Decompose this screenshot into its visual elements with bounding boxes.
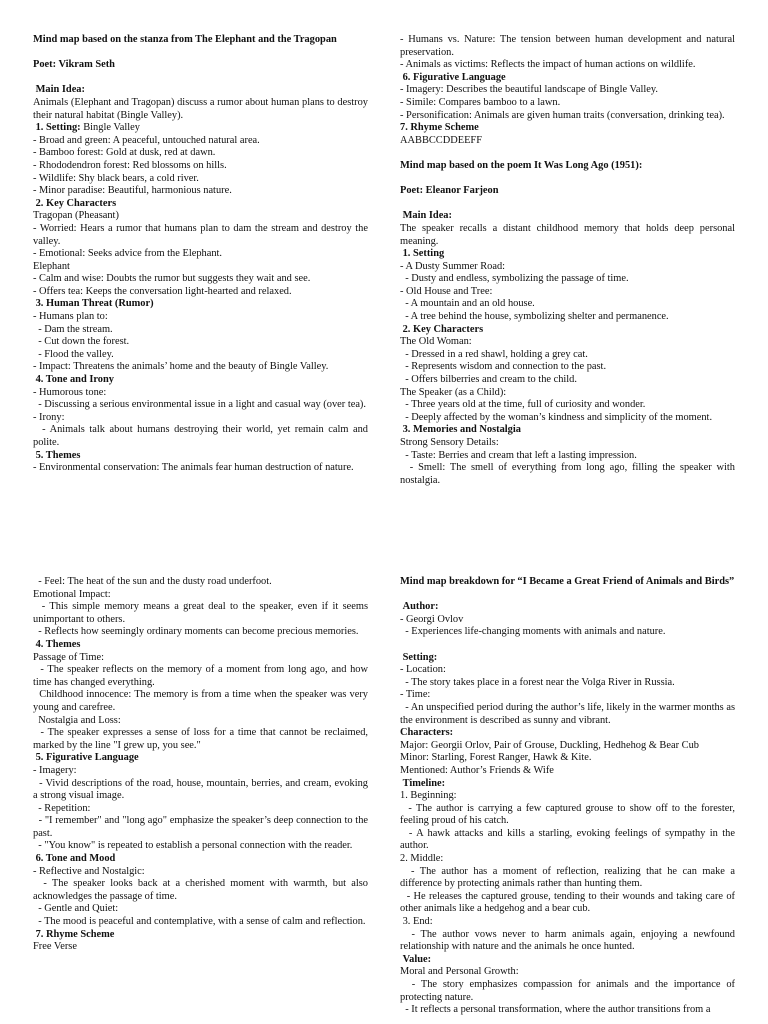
text-line: - Environmental conservation: The animals fear human destruction of nature. — [33, 462, 354, 474]
blank-line — [400, 589, 735, 602]
text-line: - Flood the valley. — [33, 348, 114, 360]
text-line: 2. Middle: — [400, 853, 444, 865]
text-line: - Calm and wise: Doubts the rumor but suggests they wait and see. — [33, 273, 311, 285]
text-line: - Feel: The heat of the sun and the dusty road underfoot. — [33, 576, 272, 587]
text-line: - A Dusty Summer Road: — [400, 260, 506, 272]
text-line: - The author has a moment of reflection, realizing that he can make a difference by protecting animals rather than hunting them. — [400, 865, 738, 890]
section-heading: 7. Rhyme Scheme — [400, 122, 479, 134]
text-line: - The speaker expresses a sense of loss for a time that cannot be reclaimed, marked by the line "I grew up, you see." — [33, 727, 371, 751]
text-line: - Reflective and Nostalgic: — [33, 865, 145, 877]
text-line: 1. Beginning: — [400, 790, 457, 802]
text-line: Childhood innocence: The memory is from a time when the speaker was very young and carefree. — [33, 689, 371, 713]
text-line: Moral and Personal Growth: — [400, 966, 519, 978]
section-heading: Characters: — [400, 727, 454, 739]
section-heading: 6. Tone and Mood — [33, 853, 116, 865]
section-heading: 7. Rhyme Scheme — [33, 928, 115, 940]
text-line: - Broad and green: A peaceful, untouched natural area. — [33, 134, 260, 146]
text-line: - Impact: Threatens the animals’ home and the beauty of Bingle Valley. — [33, 361, 329, 373]
section-heading: Poet: Vikram Seth — [33, 59, 115, 71]
text-line: - The speaker reflects on the memory of a moment from long ago, and how time has changed everything. — [33, 664, 371, 688]
text-line: - Deeply affected by the woman’s kindness and simplicity of the moment. — [400, 411, 713, 423]
text-line: - Vivid descriptions of the road, house, mountain, berries, and cream, evoking a strong visual image. — [33, 777, 371, 802]
section-heading: 3. Human Threat (Rumor) — [33, 298, 154, 310]
text-line: - Humans vs. Nature: The tension between human development and natural preservation. — [400, 34, 738, 58]
text-line: - Worried: Hears a rumor that humans plan to dam the stream and destroy the valley. — [33, 222, 371, 247]
text-line: - A tree behind the house, symbolizing shelter and permanence. — [400, 311, 669, 323]
text-line: - This simple memory means a great deal to the speaker, even if it seems unimportant to others. — [33, 601, 371, 625]
text-line: - Emotional: Seeks advice from the Elephant. — [33, 248, 222, 260]
text-line: Tragopan (Pheasant) — [33, 210, 119, 222]
text-line: - Gentle and Quiet: — [33, 903, 119, 915]
text-line: - Discussing a serious environmental issue in a light and casual way (over tea). — [33, 399, 366, 411]
text-line: - A mountain and an old house. — [400, 298, 535, 310]
section-heading: 5. Themes — [33, 449, 81, 461]
text-line: - Old House and Tree: — [400, 285, 493, 297]
section-heading: 5. Figurative Language — [33, 752, 139, 764]
text-line: - Bamboo forest: Gold at dusk, red at dawn. — [33, 147, 216, 159]
section-heading: Author: — [400, 601, 439, 613]
text-line: - Imagery: — [33, 764, 77, 776]
text-line: - The author vows never to harm animals again, enjoying a newfound relationship with nature and the animals he once hunted. — [400, 928, 738, 953]
section-heading: 6. Figurative Language — [400, 71, 506, 83]
text-line: - Dusty and endless, symbolizing the passage of time. — [400, 273, 629, 285]
section-heading: 4. Themes — [33, 638, 81, 650]
text-line: - Irony: — [33, 411, 65, 423]
text-line: Strong Sensory Details: — [400, 437, 499, 448]
bottom-right-column — [400, 576, 738, 1017]
blank-line — [400, 147, 735, 160]
text-line: - Rhododendron forest: Red blossoms on hills. — [33, 159, 227, 171]
text-line: - Wildlife: Shy black bears, a cold river. — [33, 172, 199, 184]
text-line: - Time: — [400, 689, 431, 701]
section-heading: 4. Tone and Irony — [33, 374, 114, 386]
text-line: - The story takes place in a forest near the Volga River in Russia. — [400, 676, 675, 688]
blank-line — [400, 173, 735, 186]
text-line: Major: Georgii Orlov, Pair of Grouse, Duckling, Hedhehog & Bear Cub — [400, 739, 699, 751]
section-heading: 2. Key Characters — [33, 197, 117, 209]
section-heading: Mind map breakdown for “I Became a Great Friend of Animals and Birds” — [400, 576, 735, 587]
text-line: Emotional Impact: — [33, 588, 111, 600]
text-line: The speaker recalls a distant childhood memory that holds deep personal meaning. — [400, 222, 738, 247]
text-line: - Imagery: Describes the beautiful landscape of Bingle Valley. — [400, 84, 658, 96]
text-line: - Georgi Ovlov — [400, 613, 464, 625]
section-heading: Mind map based on the stanza from The Elephant and the Tragopan — [33, 34, 337, 45]
text-line: - Repetition: — [33, 802, 91, 814]
text-line: - Personification: Animals are given human traits (conversation, drinking tea). — [400, 109, 725, 121]
text-line: - Cut down the forest. — [33, 336, 130, 348]
text-line: - The story emphasizes compassion for animals and the importance of protecting nature. — [400, 979, 738, 1003]
section-heading: 1. Setting: Bingle Valley — [33, 122, 140, 134]
text-line: Passage of Time: — [33, 651, 105, 663]
blank-line — [400, 639, 735, 652]
section-heading: Poet: Eleanor Farjeon — [400, 185, 499, 197]
text-line: - Simile: Compares bamboo to a lawn. — [400, 96, 561, 108]
top-left-column — [33, 34, 371, 475]
text-line: - "I remember" and "long ago" emphasize the speaker’s deep connection to the past. — [33, 815, 371, 839]
text-line: Animals (Elephant and Tragopan) discuss a rumor about human plans to destroy their natural habitat (Bingle Valley). — [33, 96, 371, 121]
text-line: 3. End: — [400, 916, 433, 928]
section-heading: 2. Key Characters — [400, 323, 484, 335]
text-line: - Offers tea: Keeps the conversation light-hearted and relaxed. — [33, 285, 292, 297]
text-line: - Animals talk about humans destroying their world, yet remain calm and polite. — [33, 424, 371, 448]
text-line: - He releases the captured grouse, tending to their wounds and taking care of other animals like a hedgehog and a bear cub. — [400, 890, 738, 915]
text-line: - Location: — [400, 664, 446, 676]
text-line: - Offers bilberries and cream to the child. — [400, 374, 577, 386]
text-line: - Dressed in a red shawl, holding a grey cat. — [400, 348, 588, 360]
text-line: - "You know" is repeated to establish a personal connection with the reader. — [33, 840, 353, 852]
text-line: - Minor paradise: Beautiful, harmonious nature. — [33, 185, 232, 197]
text-line: - Taste: Berries and cream that left a lasting impression. — [400, 449, 637, 461]
text-line: - Smell: The smell of everything from long ago, filling the speaker with nostalgia. — [400, 462, 738, 486]
section-heading: Main Idea: — [33, 84, 85, 96]
text-line: AABBCCDDEEFF — [400, 134, 482, 146]
blank-line — [33, 47, 368, 60]
blank-line — [400, 198, 735, 211]
text-line: - Humorous tone: — [33, 386, 107, 398]
text-line: - The author is carrying a few captured grouse to show off to the forester, feeling proud of his catch. — [400, 802, 738, 827]
text-line: - The speaker looks back at a cherished moment with warmth, but also acknowledges the passage of time. — [33, 878, 371, 902]
top-right-column — [400, 34, 738, 487]
section-heading: Value: — [400, 953, 432, 965]
section-heading: 1. Setting — [400, 248, 445, 260]
text-line: - Reflects how seemingly ordinary moments can become precious memories. — [33, 626, 359, 638]
text-line: - Three years old at the time, full of curiosity and wonder. — [400, 399, 646, 411]
text-line: - An unspecified period during the author’s life, likely in the warmer months as the environment is described as sunny and vibrant. — [400, 701, 738, 726]
text-line: The Speaker (as a Child): — [400, 386, 507, 398]
section-heading: Setting: — [400, 651, 438, 663]
section-heading: Mind map based on the poem It Was Long Ago (1951): — [400, 159, 643, 171]
text-line: - A hawk attacks and kills a starling, evoking feelings of sympathy in the author. — [400, 827, 738, 852]
text-line: Free Verse — [33, 941, 77, 953]
text-line: The Old Woman: — [400, 336, 472, 348]
text-line: Mentioned: Author’s Friends & Wife — [400, 764, 554, 776]
text-line: - Humans plan to: — [33, 311, 108, 323]
section-heading: Main Idea: — [400, 210, 452, 222]
text-line: - It reflects a personal transformation, where the author transitions from a — [400, 1004, 711, 1016]
text-line: - Represents wisdom and connection to the past. — [400, 361, 607, 373]
text-line: - Experiences life-changing moments with animals and nature. — [400, 626, 666, 638]
text-line: Elephant — [33, 260, 70, 272]
blank-line — [33, 72, 368, 85]
text-line: - Animals as victims: Reflects the impact of human actions on wildlife. — [400, 59, 696, 71]
text-line: Minor: Starling, Forest Ranger, Hawk & Kite. — [400, 752, 592, 764]
text-line: - The mood is peaceful and contemplative, with a sense of calm and reflection. — [33, 916, 366, 928]
section-heading: Timeline: — [400, 777, 446, 789]
text-line: Nostalgia and Loss: — [33, 714, 121, 726]
bottom-left-column — [33, 576, 371, 954]
section-heading: 3. Memories and Nostalgia — [400, 424, 521, 436]
text-line: - Dam the stream. — [33, 323, 113, 335]
